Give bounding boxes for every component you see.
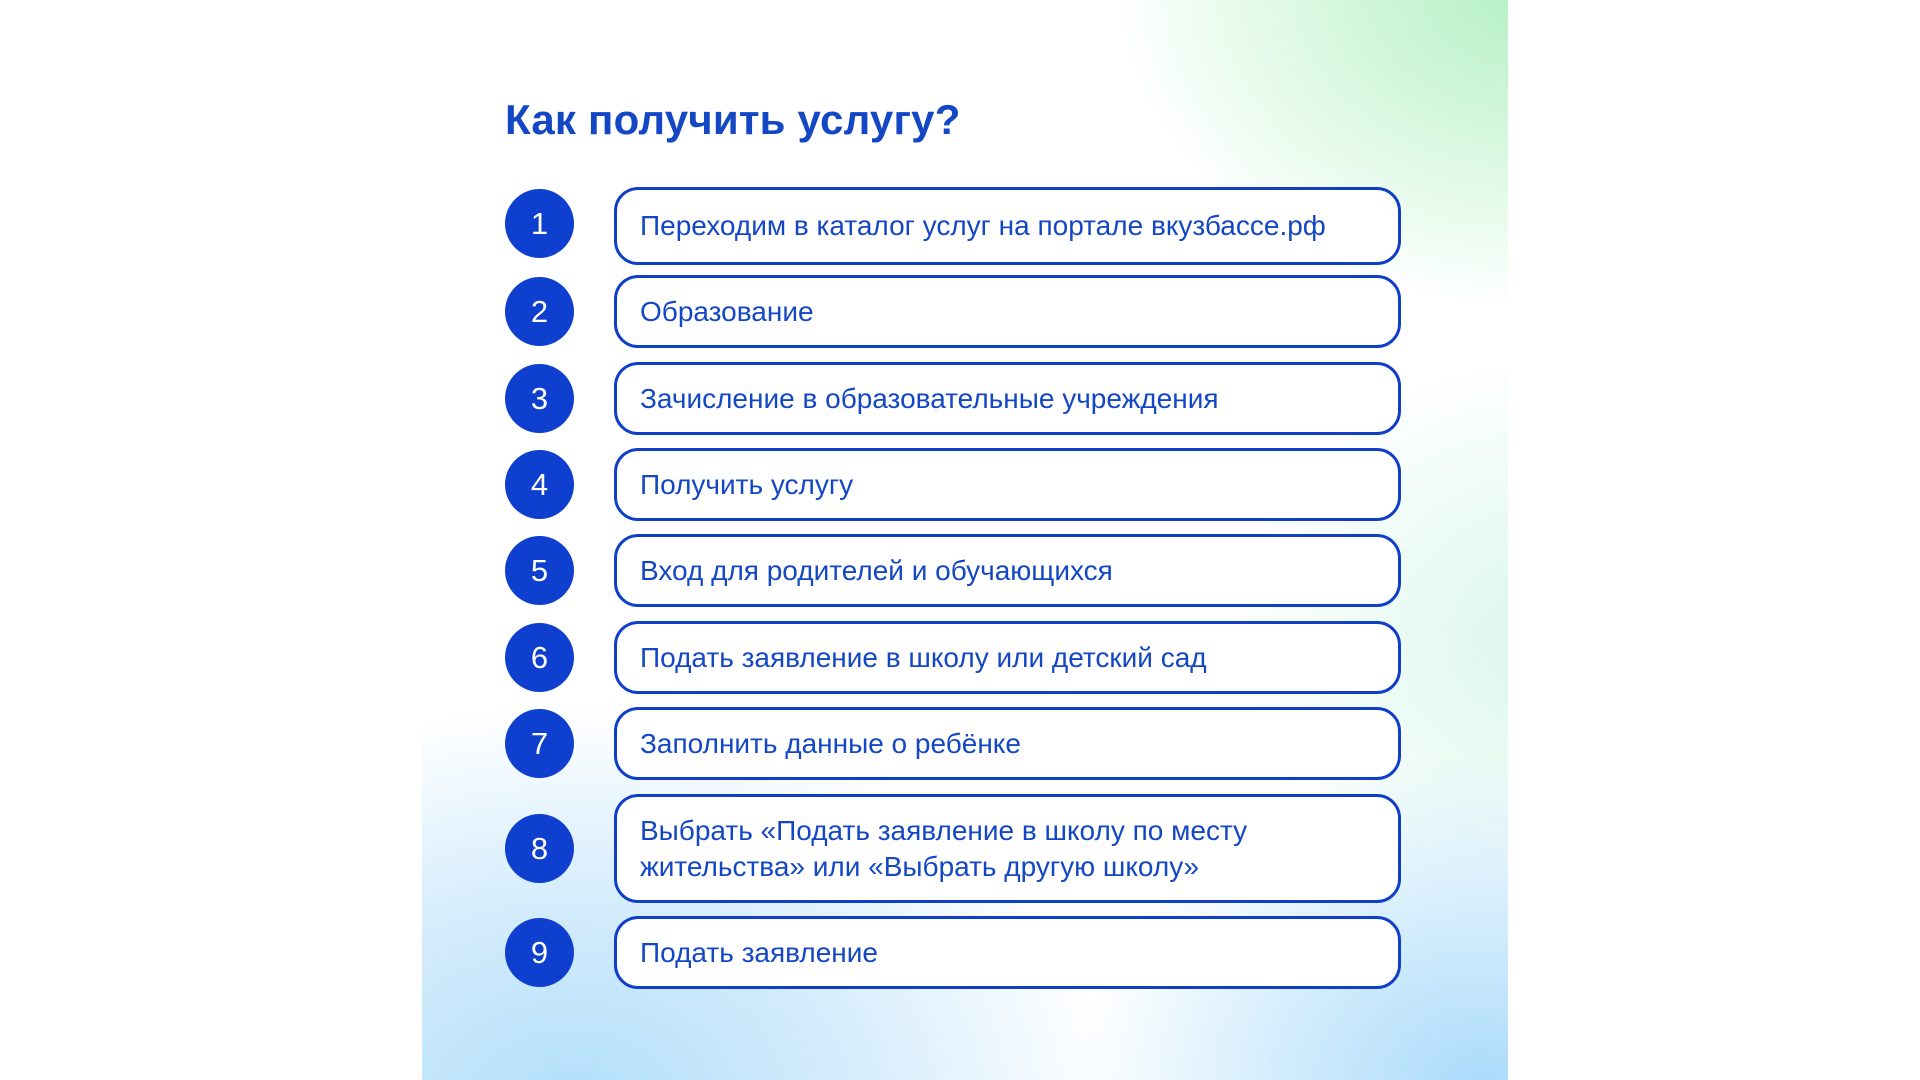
- step-3: [505, 362, 1425, 435]
- step-6-text: Подать заявление в школу или детский сад: [640, 641, 1207, 673]
- page-title: Как получить услугу?: [505, 96, 961, 143]
- step-8-item[interactable]: [614, 794, 1401, 903]
- step-5-item[interactable]: [614, 534, 1401, 607]
- step-2-item[interactable]: [614, 275, 1401, 348]
- steps-list: [505, 0, 1425, 1080]
- step-3-text: Зачисление в образовательные учреждения: [640, 382, 1219, 414]
- step-2: [505, 275, 1425, 348]
- step-5-text: Вход для родителей и обучающихся: [640, 554, 1113, 586]
- step-4: [505, 448, 1425, 521]
- step-4-item[interactable]: [614, 448, 1401, 521]
- step-8-number: 8: [505, 814, 574, 883]
- step-9-item[interactable]: [614, 916, 1401, 989]
- step-8: [505, 794, 1425, 903]
- step-1-number: 1: [505, 189, 574, 258]
- step-7-text: Заполнить данные о ребёнке: [640, 727, 1021, 759]
- step-4-text: Получить услугу: [640, 468, 854, 500]
- step-5: [505, 534, 1425, 607]
- step-6: [505, 621, 1425, 694]
- step-9: [505, 916, 1425, 989]
- step-1-text: Переходим в каталог услуг на портале вкузбассе.рф: [640, 210, 1326, 241]
- step-7-item[interactable]: [614, 707, 1401, 780]
- step-2-number: 2: [505, 277, 574, 346]
- step-9-number: 9: [505, 918, 574, 987]
- step-9-text: Подать заявление: [640, 936, 878, 968]
- step-2-text: Образование: [640, 295, 814, 327]
- step-1: [505, 187, 1425, 265]
- step-8-text: Выбрать «Подать заявление в школу по месту жительства» или «Выбрать другую школу»: [640, 814, 1248, 882]
- step-3-number: 3: [505, 364, 574, 433]
- step-7: [505, 707, 1425, 780]
- step-7-number: 7: [505, 709, 574, 778]
- infographic-card: [422, 0, 1508, 1080]
- step-1-item[interactable]: [614, 187, 1401, 265]
- step-6-number: 6: [505, 623, 574, 692]
- step-3-item[interactable]: [614, 362, 1401, 435]
- step-5-number: 5: [505, 536, 574, 605]
- step-4-number: 4: [505, 450, 574, 519]
- step-6-item[interactable]: [614, 621, 1401, 694]
